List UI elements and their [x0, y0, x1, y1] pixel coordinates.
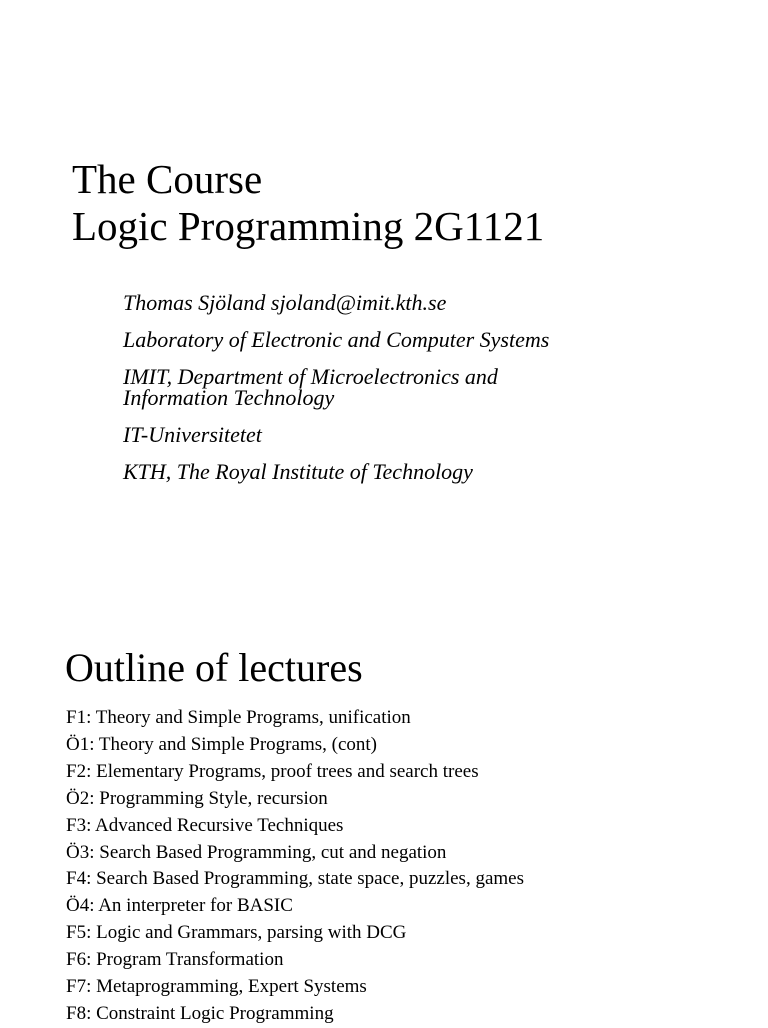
lecture-item: Ö4: An interpreter for BASIC	[66, 895, 293, 917]
lecture-item: F4: Search Based Programming, state space, puzzles, games	[66, 868, 524, 890]
outline-heading: Outline of lectures	[65, 645, 363, 690]
author-department	[123, 366, 723, 408]
author-name-email: Thomas Sjöland sjoland@imit.kth.se	[123, 290, 447, 315]
lecture-item: F8: Constraint Logic Programming	[66, 1002, 334, 1024]
course-title-line-1: The Course	[72, 156, 263, 202]
lecture-item: Ö1: Theory and Simple Programs, (cont)	[66, 733, 377, 755]
author-department-line-1: IMIT, Department of Microelectronics and	[123, 364, 498, 389]
lecture-item: F2: Elementary Programs, proof trees and search trees	[66, 760, 479, 782]
course-title-line-2: Logic Programming 2G1121	[72, 203, 545, 249]
author-lab: Laboratory of Electronic and Computer Systems	[123, 327, 550, 352]
author-institute: KTH, The Royal Institute of Technology	[123, 459, 473, 484]
author-university: IT-Universitetet	[123, 422, 262, 447]
lecture-item: Ö2: Programming Style, recursion	[66, 787, 328, 809]
course-title	[72, 156, 544, 250]
lecture-item: Ö3: Search Based Programming, cut and negation	[66, 841, 447, 863]
lecture-item: F1: Theory and Simple Programs, unification	[66, 707, 411, 728]
lecture-item: F6: Program Transformation	[66, 949, 284, 971]
author-info	[123, 292, 723, 498]
lecture-item: F7: Metaprogramming, Expert Systems	[66, 976, 367, 998]
lecture-item: F3: Advanced Recursive Techniques	[66, 814, 344, 836]
author-department-line-2: Information Technology	[123, 385, 335, 410]
lecture-item: F5: Logic and Grammars, parsing with DCG	[66, 922, 407, 944]
lecture-list	[66, 705, 524, 1028]
